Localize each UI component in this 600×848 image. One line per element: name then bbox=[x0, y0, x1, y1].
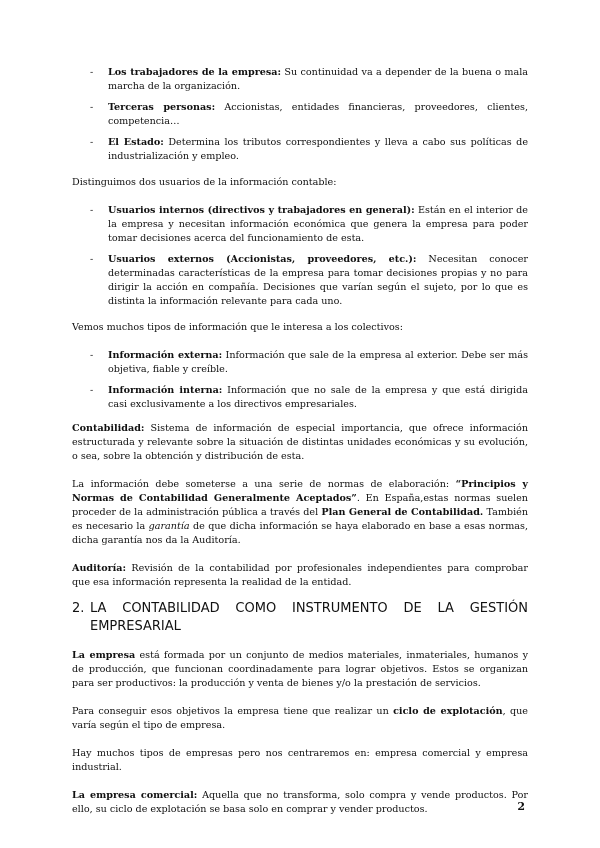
bullet-text: Están en el interior de la empresa y necesitan información económica que genera la empresa para poder tomar decisiones acerca del funcionamiento de esta. bbox=[108, 205, 528, 244]
normas-bold-2: Plan General de Contabilidad. bbox=[321, 507, 484, 518]
list-item bbox=[72, 204, 528, 246]
normas-bold-1: “Principios y Normas de Contabilidad Generalmente Aceptados” bbox=[72, 479, 528, 504]
normas-text-2: . En España,estas normas suelen proceder de la administración pública a través del bbox=[72, 493, 528, 518]
term-comercial: La empresa comercial: bbox=[72, 790, 198, 801]
section-heading bbox=[72, 600, 528, 636]
bullet-term: Usuarios externos (Accionistas, proveedores, etc.): bbox=[108, 254, 417, 265]
paragraph-auditoria bbox=[72, 562, 528, 590]
bullet-text: Información que sale de la empresa al exterior. Debe ser más objetiva, fiable y creíble. bbox=[108, 350, 528, 375]
bullet-text: Accionistas, entidades financieras, proveedores, clientes, competencia… bbox=[108, 102, 528, 127]
dash-bullet: - bbox=[90, 137, 94, 148]
list-item bbox=[72, 384, 528, 412]
bullet-term: El Estado: bbox=[108, 137, 164, 148]
list-item bbox=[72, 101, 528, 129]
bullet-term: Información interna: bbox=[108, 385, 223, 396]
section-title: LA CONTABILIDAD COMO INSTRUMENTO DE LA GESTIÓN EMPRESARIAL bbox=[90, 601, 528, 634]
text-comercial: Aquella que no transforma, solo compra y vende productos. Por ello, su ciclo de explotación se basa solo en comprar y vender productos. bbox=[72, 790, 528, 815]
section-number: 2. bbox=[72, 601, 85, 616]
dash-bullet: - bbox=[90, 254, 94, 265]
normas-text-3: También es necesario la bbox=[72, 507, 528, 532]
bullet-list-stakeholders bbox=[72, 66, 528, 164]
term-empresa: La empresa bbox=[72, 650, 136, 661]
bullet-term: Usuarios internos (directivos y trabajadores en general): bbox=[108, 205, 415, 216]
page-number: 2 bbox=[517, 800, 525, 813]
ciclo-text-1: Para conseguir esos objetivos la empresa tiene que realizar un bbox=[72, 706, 394, 717]
paragraph-contabilidad bbox=[72, 422, 528, 464]
dash-bullet: - bbox=[90, 350, 94, 361]
dash-bullet: - bbox=[90, 102, 94, 113]
paragraph-normas bbox=[72, 478, 528, 548]
bullet-term: Los trabajadores de la empresa: bbox=[108, 67, 282, 78]
text-empresa: está formada por un conjunto de medios materiales, inmateriales, humanos y de producción, que funcionan coordinadamente para lograr objetivos. Estos se organizan para ser productivos: la producción y venta de bienes y/o la prestación de servicios. bbox=[72, 650, 528, 689]
bullet-list-usuarios bbox=[72, 204, 528, 309]
paragraph-empresa bbox=[72, 649, 528, 691]
list-item bbox=[72, 253, 528, 309]
dash-bullet: - bbox=[90, 385, 94, 396]
paragraph-usuarios-intro: Distinguimos dos usuarios de la información contable: bbox=[72, 177, 337, 188]
bullet-text: Determina los tributos correspondientes y lleva a cabo sus políticas de industrialización y empleo. bbox=[108, 137, 529, 162]
text-auditoria: Revisión de la contabilidad por profesionales independientes para comprobar que esa información representa la realidad de la entidad. bbox=[72, 563, 528, 588]
normas-text-1: La información debe someterse a una serie de normas de elaboración: bbox=[72, 479, 456, 490]
term-contabilidad: Contabilidad: bbox=[72, 423, 145, 434]
dash-bullet: - bbox=[90, 205, 94, 216]
list-item bbox=[72, 66, 528, 94]
text-contabilidad: Sistema de información de especial importancia, que ofrece información estructurada y relevante sobre la situación de distintas unidades económicas y su evolución, o sea, sobre la obtención y distribución de esta. bbox=[72, 423, 528, 462]
bullet-list-tipos bbox=[72, 349, 528, 412]
list-item bbox=[72, 136, 528, 164]
paragraph-tipos-empresa: Hay muchos tipos de empresas pero nos centraremos en: empresa comercial y empresa industrial. bbox=[72, 748, 528, 773]
paragraph-comercial bbox=[72, 789, 528, 817]
bullet-text: Su continuidad va a depender de la buena o mala marcha de la organización. bbox=[108, 67, 528, 92]
paragraph-ciclo bbox=[72, 705, 528, 733]
paragraph-tipos-intro: Vemos muchos tipos de información que le interesa a los colectivos: bbox=[72, 322, 403, 333]
dash-bullet: - bbox=[90, 67, 94, 78]
ciclo-bold: ciclo de explotación bbox=[393, 706, 503, 717]
term-auditoria: Auditoría: bbox=[72, 563, 127, 574]
ciclo-text-2: , que varía según el tipo de empresa. bbox=[72, 706, 528, 731]
bullet-term: Terceras personas: bbox=[108, 102, 216, 113]
bullet-text: Necesitan conocer determinadas características de la empresa para tomar decisiones propias y no para dirigir la acción en compañía. Decisiones que varían según el sujeto, por lo que es distinta la información relevante para cada uno. bbox=[108, 254, 528, 307]
normas-text-4: de que dicha información se haya elaborado en base a esas normas, dicha garantía nos da la Auditoría. bbox=[72, 521, 528, 546]
bullet-text: Información que no sale de la empresa y que está dirigida casi exclusivamente a los directivos empresariales. bbox=[108, 385, 528, 410]
normas-italic: garantía bbox=[148, 521, 190, 532]
bullet-term: Información externa: bbox=[108, 350, 223, 361]
document-page bbox=[72, 66, 528, 831]
list-item bbox=[72, 349, 528, 377]
